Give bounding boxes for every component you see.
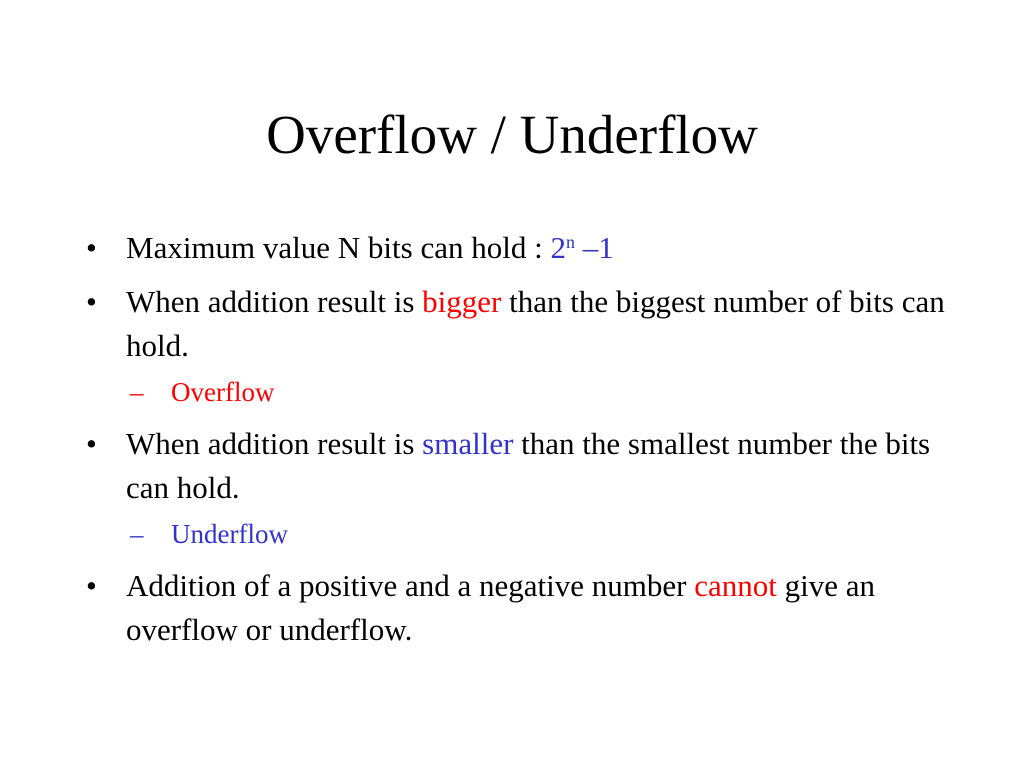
highlight-cannot: cannot [694,568,777,603]
bullet-marker: • [86,284,97,319]
slide-body [86,226,966,652]
bullet-text-after: than the biggest number of bits can hold. [126,284,945,363]
formula-exponent: n [565,232,575,252]
highlight-bigger: bigger [422,284,502,319]
formula-rest: –1 [574,230,614,265]
bullet-text: Maximum value N bits can hold : [126,230,551,265]
bullet-max-value [86,226,966,274]
bullet-bigger [86,280,966,368]
bullet-cannot [86,564,966,652]
sub-item-overflow [86,372,966,412]
slide-title: Overflow / Underflow [266,104,758,165]
bullet-text: When addition result is [126,426,423,461]
bullet-marker: • [86,568,97,603]
sub-marker: – [130,377,144,407]
bullet-smaller [86,422,966,510]
bullet-marker: • [86,230,97,265]
sub-text: Overflow [171,377,275,407]
bullet-text-after: give an overflow or underflow. [126,568,875,647]
bullet-text-after: than the smallest number the bits can hold. [126,426,931,505]
sub-marker: – [130,519,144,549]
sub-text: Underflow [171,519,288,549]
formula-base: 2 [550,230,566,265]
bullet-text: When addition result is [126,284,423,319]
bullet-text: Addition of a positive and a negative number [126,568,695,603]
sub-item-underflow [86,514,966,554]
highlight-smaller: smaller [422,426,514,461]
bullet-marker: • [86,426,97,461]
